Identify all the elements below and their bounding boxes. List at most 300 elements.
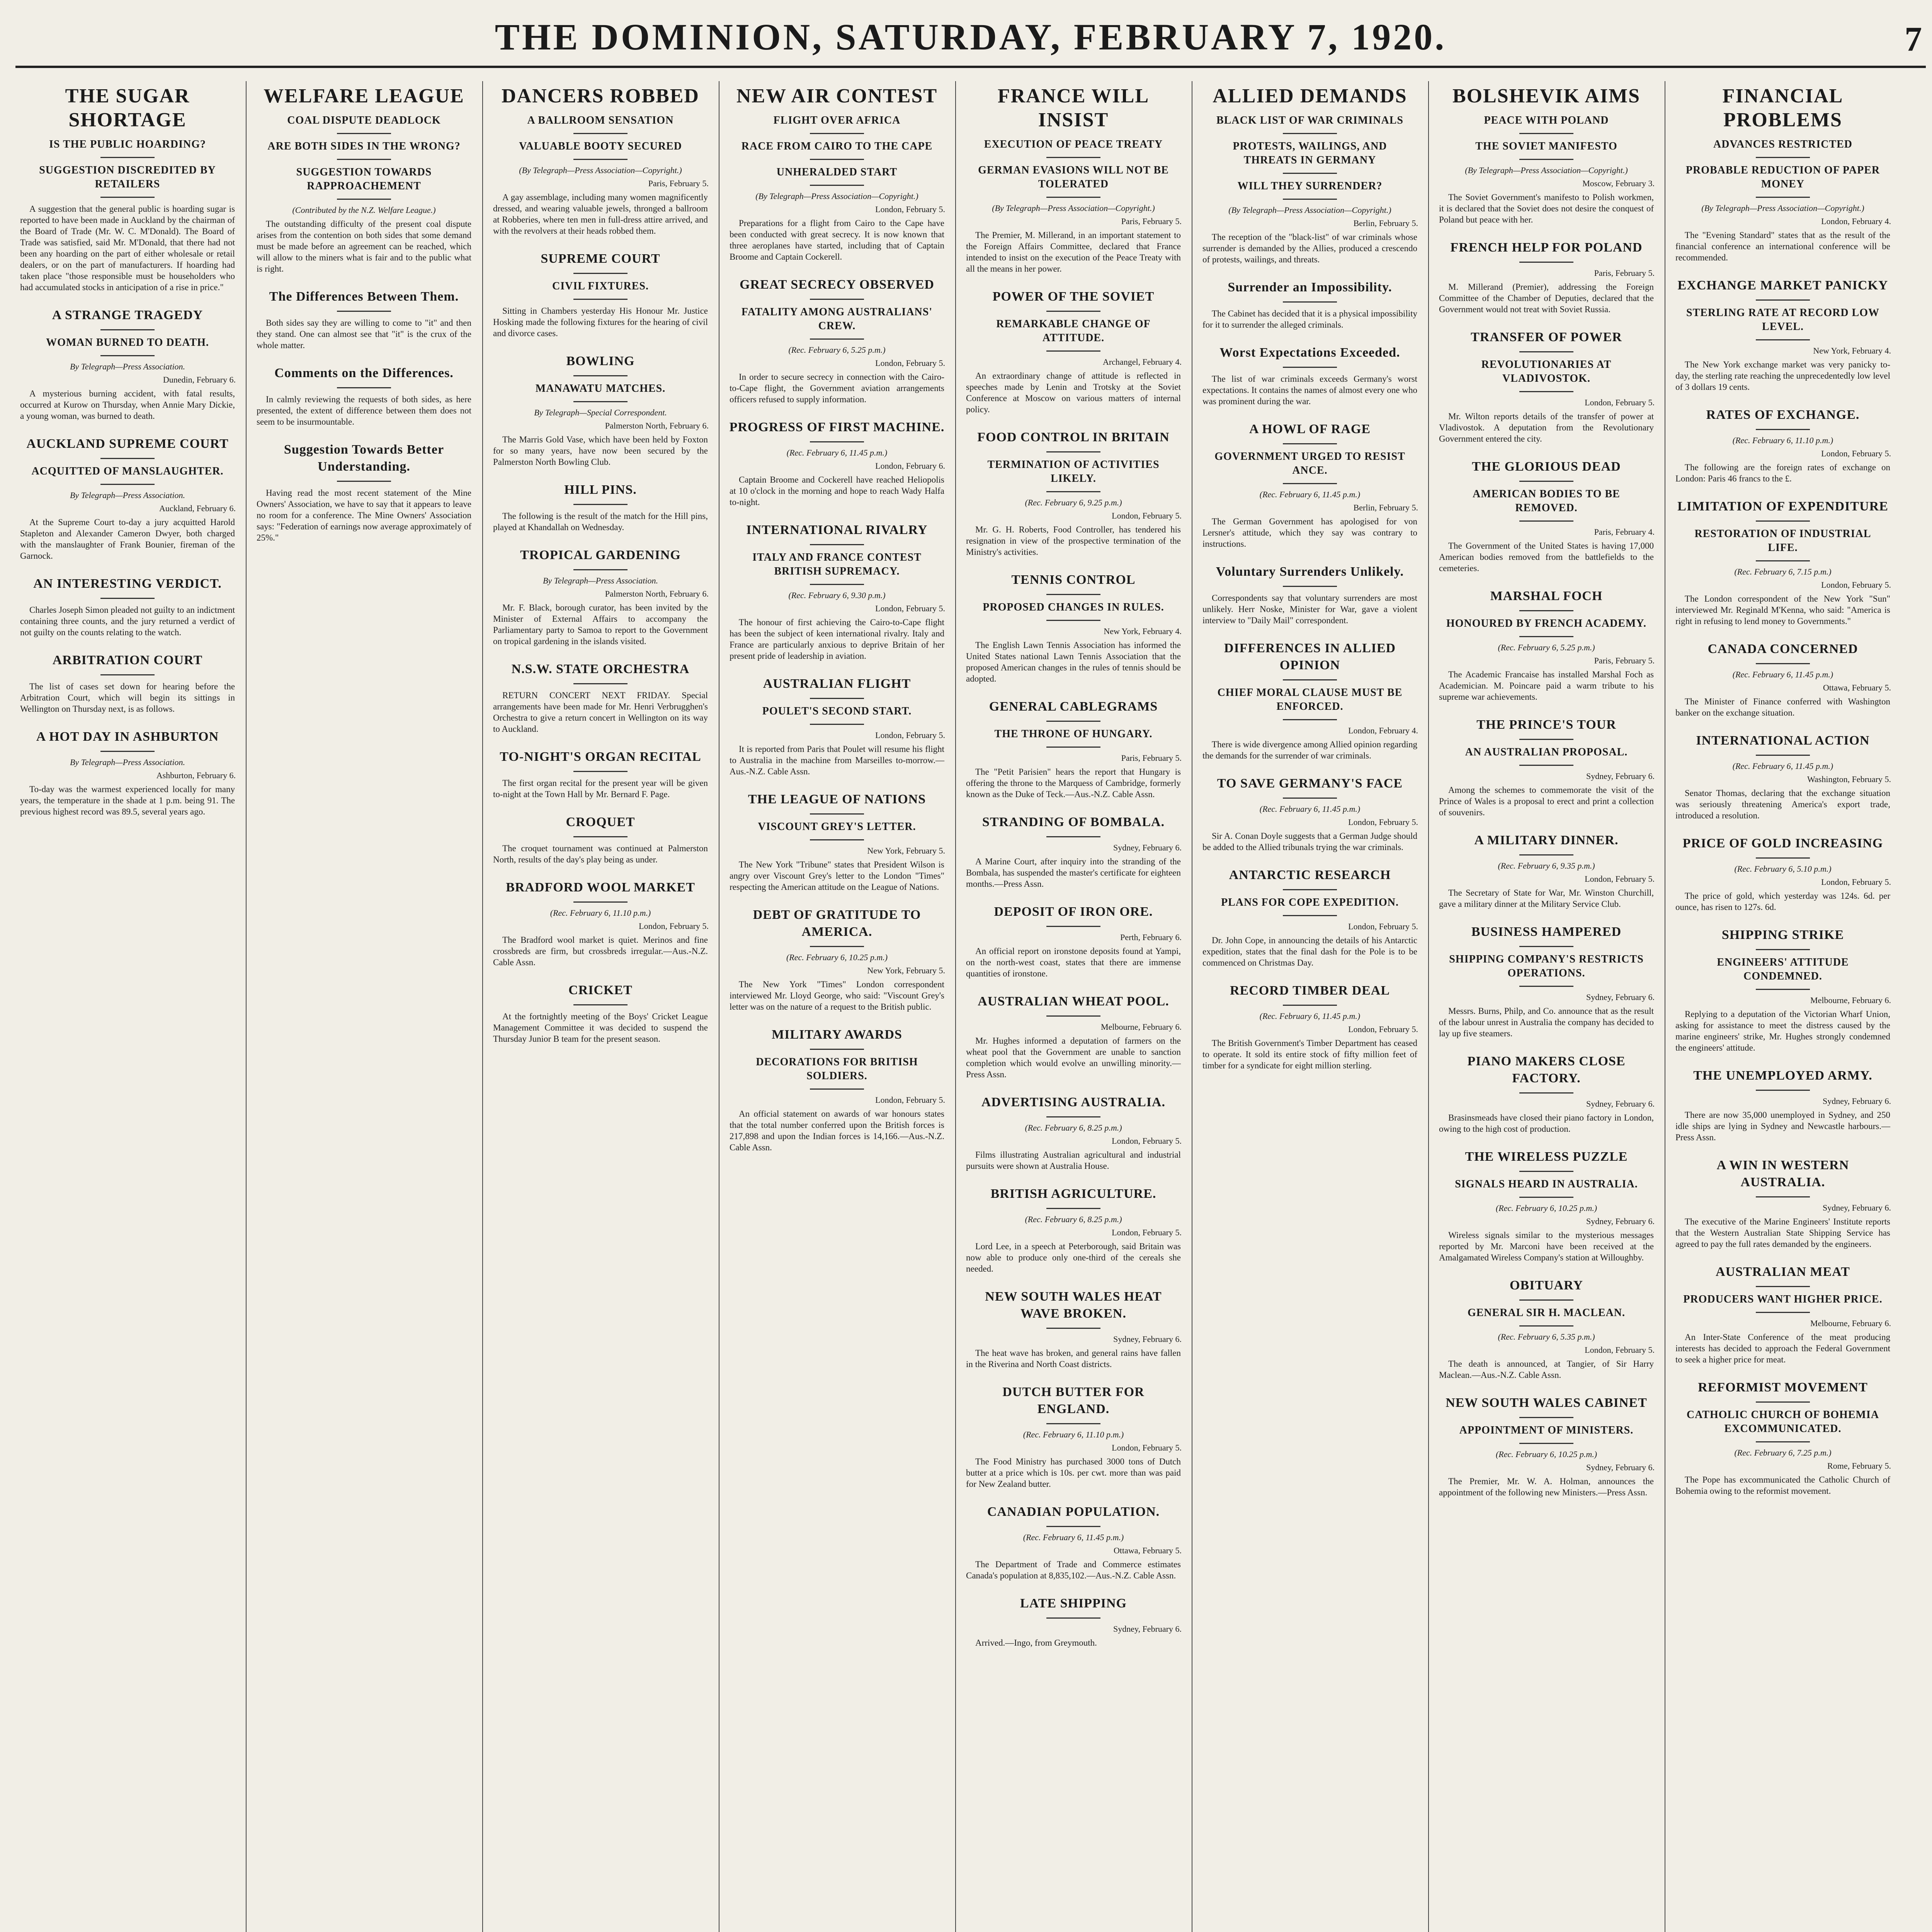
story-body: Films illustrating Australian agricultural and industrial pursuits were shown at Australia House. <box>966 1150 1181 1171</box>
divider <box>1756 1286 1810 1287</box>
story-subheading: PRICE OF GOLD INCREASING <box>1682 836 1883 850</box>
column-rule <box>482 81 483 1932</box>
story-subheading: WOMAN BURNED TO DEATH. <box>46 337 209 349</box>
divider <box>810 441 864 442</box>
story-subheading: NEW SOUTH WALES HEAT WAVE BROKEN. <box>985 1289 1162 1321</box>
story-byline: (Rec. February 6, 8.25 p.m.) <box>1025 1214 1122 1224</box>
story-subheading: BRADFORD WOOL MARKET <box>506 880 695 895</box>
divider <box>100 197 155 198</box>
divider <box>1519 1443 1573 1444</box>
divider <box>1046 1617 1100 1619</box>
story-dateline: London, February 5. <box>1112 1443 1182 1452</box>
divider <box>1519 520 1573 522</box>
story-body: An Inter-State Conference of the meat producing interests has decided to approach the Federal Government to seek a higher price for meat. <box>1675 1332 1890 1364</box>
story-body: At the fortnightly meeting of the Boys' Cricket League Management Committee it was decided to suspend the Thursday Junior B team for the present season. <box>493 1012 708 1044</box>
divider <box>810 584 864 585</box>
divider <box>573 1004 628 1005</box>
story-subheading: TENNIS CONTROL <box>1011 573 1136 587</box>
story-dateline: Sydney, February 6. <box>1823 1203 1891 1213</box>
news-story <box>488 661 713 742</box>
story-body: The Bradford wool market is quiet. Merinos and fine crossbreds are firm, but crossbreds irregular.—Aus.-N.Z. Cable Assn. <box>493 935 708 967</box>
divider <box>573 133 628 134</box>
news-story <box>15 307 240 429</box>
news-story <box>15 84 240 300</box>
divider <box>573 569 628 570</box>
story-subheading: SUGGESTION TOWARDS RAPPROACHEMENT <box>296 166 432 192</box>
story-dateline: Paris, February 5. <box>1594 656 1655 665</box>
divider <box>573 504 628 505</box>
story-subheading: PIANO MAKERS CLOSE FACTORY. <box>1467 1054 1626 1085</box>
story-dateline: Palmerston North, February 6. <box>605 589 709 599</box>
story-dateline: Melbourne, February 6. <box>1810 1318 1891 1328</box>
story-byline: (Rec. February 6, 7.25 p.m.) <box>1734 1448 1832 1458</box>
story-subheading: FRENCH HELP FOR POLAND <box>1450 240 1643 255</box>
column-rule <box>955 81 956 1932</box>
news-story <box>961 814 1185 896</box>
news-story <box>488 84 713 243</box>
story-body: The Pope has excommunicated the Catholic Church of Bohemia owing to the reformist movement. <box>1675 1475 1890 1496</box>
news-story <box>725 419 949 515</box>
story-subheading: AUSTRALIAN FLIGHT <box>763 677 911 691</box>
news-story <box>488 814 713 872</box>
divider <box>810 946 864 947</box>
story-subheading: A STRANGE TRAGEDY <box>52 308 203 322</box>
story-subheading: OBITUARY <box>1509 1278 1583 1293</box>
news-story <box>1434 458 1658 581</box>
divider <box>1283 1005 1337 1006</box>
story-dateline: London, February 5. <box>1821 449 1891 458</box>
divider <box>100 157 155 158</box>
story-dateline: Moscow, February 3. <box>1582 179 1655 188</box>
divider <box>337 199 391 200</box>
story-subheading: A HOT DAY IN ASHBURTON <box>36 730 219 744</box>
divider <box>810 698 864 699</box>
story-byline: (Rec. February 6, 10.25 p.m.) <box>1495 1203 1597 1213</box>
divider <box>1519 946 1573 947</box>
story-subheading: FLIGHT OVER AFRICA <box>773 114 901 126</box>
story-subheading: DUTCH BUTTER FOR ENGLAND. <box>1002 1385 1145 1416</box>
news-story <box>961 1288 1185 1377</box>
divider <box>1046 594 1100 595</box>
story-subheading: RESTORATION OF INDUSTRIAL LIFE. <box>1694 528 1871 554</box>
story-subheading: SIGNALS HEARD IN AUSTRALIA. <box>1455 1178 1638 1190</box>
story-byline: (By Telegraph—Press Association—Copyright.) <box>755 191 918 201</box>
divider <box>1283 586 1337 587</box>
story-subheading: ACQUITTED OF MANSLAUGHTER. <box>31 465 224 477</box>
story-body: A gay assemblage, including many women magnificently dressed, and wearing valuable jewels, thronged a ballroom at Robberies, where ten men in full-dress attire arrived, and with the revolvers at their heads robbed them. <box>493 192 708 236</box>
story-dateline: Ottawa, February 5. <box>1823 683 1891 692</box>
story-dateline: Archangel, February 4. <box>1102 357 1182 367</box>
news-story <box>725 906 949 1019</box>
divider <box>810 1049 864 1050</box>
divider <box>1756 1401 1810 1403</box>
story-body: The following is the result of the match for the Hill pins, played at Khandallah on Wednesday. <box>493 511 708 532</box>
story-body: The price of gold, which yesterday was 124s. 6d. per ounce, has risen to 127s. 6d. <box>1675 891 1890 912</box>
news-column <box>725 81 949 1932</box>
story-body: The New York "Tribune" states that President Wilson is angry over Viscount Grey's letter to the London "Times" respecting the American attitude on the League of Nations. <box>730 860 944 892</box>
story-byline: (Rec. February 6, 5.25 p.m.) <box>1498 643 1595 652</box>
news-story <box>15 652 240 721</box>
story-body: In order to secure secrecy in connection with the Cairo-to-Cape flight, the Government aviation arrangements officers refused to supply information. <box>730 372 944 404</box>
story-body: The New York exchange market was very panicky to-day, the sterling rate reaching the unprecedentedly low level of 3 dollars 19 cents. <box>1675 360 1890 392</box>
story-byline: (Rec. February 6, 9.35 p.m.) <box>1498 861 1595 871</box>
story-dateline: London, February 5. <box>1112 1136 1182 1146</box>
story-subheading: GREAT SECRECY OBSERVED <box>740 277 934 292</box>
story-subheading: REVOLUTIONARIES AT VLADIVOSTOK. <box>1481 359 1612 384</box>
divider <box>1046 1423 1100 1424</box>
divider <box>1756 429 1810 430</box>
story-dateline: London, February 5. <box>875 358 945 368</box>
divider <box>1283 483 1337 484</box>
divider <box>1046 1015 1100 1017</box>
story-body: The British Government's Timber Department has ceased to operate. It sold its entire stock of fifty million feet of timber for a syndicate for eight million sterling. <box>1202 1038 1417 1070</box>
story-dateline: London, February 5. <box>1585 874 1655 884</box>
story-subheading: CIVIL FIXTURES. <box>552 280 649 292</box>
story-byline: (Rec. February 6, 10.25 p.m.) <box>786 952 888 962</box>
divider <box>1519 765 1573 766</box>
story-body: The Premier, Mr. W. A. Holman, announces the appointment of the following new Ministers.—Press Assn. <box>1439 1476 1654 1497</box>
story-body: The London correspondent of the New York "Sun" interviewed Mr. Reginald M'Kenna, who said: "America is right in refusing to lend money to Governments." <box>1675 594 1890 626</box>
news-story <box>1198 867 1422 975</box>
story-subheading: AUSTRALIAN WHEAT POOL. <box>978 994 1169 1009</box>
news-story <box>488 353 713 474</box>
divider <box>100 751 155 752</box>
story-subheading: Worst Expectations Exceeded. <box>1219 345 1400 360</box>
story-byline: (Rec. February 6, 11.10 p.m.) <box>1023 1430 1124 1439</box>
story-body: Lord Lee, in a speech at Peterborough, said Britain was now able to produce only one-third of the cereals she needed. <box>966 1242 1181 1274</box>
story-byline: (By Telegraph—Press Association—Copyright.) <box>1465 165 1628 175</box>
story-dateline: London, February 5. <box>1112 511 1182 520</box>
story-dateline: Berlin, February 5. <box>1353 503 1418 512</box>
story-body: The following are the foreign rates of exchange on London: Paris 46 francs to the £. <box>1675 463 1890 483</box>
news-story <box>488 748 713 807</box>
story-body: The heat wave has broken, and general rains have fallen in the Riverina and North Coast districts. <box>966 1348 1181 1369</box>
story-byline: (Rec. February 6, 11.45 p.m.) <box>1259 804 1361 814</box>
story-dateline: London, February 5. <box>1821 580 1891 590</box>
story-subheading: REFORMIST MOVEMENT <box>1698 1380 1868 1395</box>
story-body: Replying to a deputation of the Victorian Wharf Union, asking for assistance to meet the distress caused by the marine engineers' strike, Mr. Hughes strongly condemned the engineers' attitude. <box>1675 1009 1890 1053</box>
news-story <box>252 441 476 550</box>
news-story <box>1434 588 1658 709</box>
divider <box>573 901 628 903</box>
news-story <box>1198 279 1422 337</box>
newspaper-title: THE DOMINION, SATURDAY, FEBRUARY 7, 1920. <box>495 16 1447 58</box>
story-dateline: Sydney, February 6. <box>1823 1096 1891 1106</box>
news-story <box>725 276 949 412</box>
story-headline: THE SUGAR SHORTAGE <box>65 85 190 131</box>
news-story <box>961 993 1185 1087</box>
divider <box>1756 663 1810 664</box>
divider <box>810 544 864 545</box>
story-body: Sitting in Chambers yesterday His Honour Mr. Justice Hosking made the following fixtures for the hearing of civil and divorce cases. <box>493 306 708 338</box>
story-body: There are now 35,000 unemployed in Sydney, and 250 idle ships are lying in Sydney and Newcastle harbours.—Press Assn. <box>1675 1110 1890 1142</box>
story-headline: DANCERS ROBBED <box>502 85 699 107</box>
story-byline: (By Telegraph—Press Association—Copyright.) <box>1228 205 1391 215</box>
story-subheading: TRANSFER OF POWER <box>1471 330 1622 344</box>
story-dateline: Palmerston North, February 6. <box>605 421 709 430</box>
story-subheading: BRITISH AGRICULTURE. <box>990 1187 1156 1201</box>
story-dateline: Sydney, February 6. <box>1586 1216 1655 1226</box>
story-byline: (Rec. February 6, 11.45 p.m.) <box>1732 670 1833 679</box>
story-byline: (Rec. February 6, 9.25 p.m.) <box>1025 498 1122 507</box>
divider <box>1046 926 1100 927</box>
divider <box>1756 157 1810 158</box>
divider <box>1046 836 1100 837</box>
news-story <box>725 675 949 784</box>
divider <box>1046 620 1100 621</box>
story-dateline: Sydney, February 6. <box>1586 771 1655 781</box>
story-subheading: IS THE PUBLIC HOARDING? <box>49 138 206 150</box>
story-subheading: PRODUCERS WANT HIGHER PRICE. <box>1683 1293 1883 1305</box>
story-subheading: FATALITY AMONG AUSTRALIANS' CREW. <box>741 306 933 332</box>
divider <box>1519 481 1573 482</box>
divider <box>1046 747 1100 748</box>
story-body: Mr. Hughes informed a deputation of farmers on the wheat pool that the Government are unable to sanction completion which would evolve an unwilling minority.—Press Assn. <box>966 1036 1181 1079</box>
story-headline: NEW AIR CONTEST <box>736 85 938 107</box>
divider <box>1046 1208 1100 1209</box>
divider <box>1519 159 1573 160</box>
divider <box>1756 857 1810 859</box>
story-subheading: A WIN IN WESTERN AUSTRALIA. <box>1716 1158 1849 1189</box>
story-subheading: PROTESTS, WAILINGS, AND THREATS IN GERMANY <box>1233 140 1387 166</box>
story-body: Sir A. Conan Doyle suggests that a German Judge should be added to the Allied tribunals trying the war criminals. <box>1202 831 1417 852</box>
story-dateline: Paris, February 5. <box>648 179 709 188</box>
news-column <box>488 81 713 1932</box>
story-subheading: REMARKABLE CHANGE OF ATTITUDE. <box>996 318 1151 344</box>
story-body: The reception of the "black-list" of war criminals whose surrender is demanded by the Allies, produced a crescendo of protests, wailings, and threats. <box>1202 232 1417 264</box>
story-body: The Cabinet has decided that it is a physical impossibility for it to surrender the alleged criminals. <box>1202 309 1417 330</box>
story-subheading: Comments on the Differences. <box>274 366 454 380</box>
story-body: Mr. F. Black, borough curator, has been invited by the Minister of External Affairs to accompany the Parliamentary party to Samoa to report to the Government on tropical gardening in the islands visited. <box>493 603 708 646</box>
story-subheading: THE GLORIOUS DEAD <box>1472 459 1621 474</box>
divider <box>1519 1417 1573 1418</box>
news-story <box>1434 1053 1658 1141</box>
story-body: The outstanding difficulty of the present coal dispute arises from the contention on both sides that some demand must be made before an agreement can be reached, which will allow to the miners what is fair and to the public what is right. <box>257 219 471 274</box>
story-subheading: PROBABLE REDUCTION OF PAPER MONEY <box>1685 164 1880 190</box>
story-subheading: BLACK LIST OF WAR CRIMINALS <box>1216 114 1403 126</box>
news-story <box>1198 344 1422 414</box>
story-dateline: London, February 4. <box>1821 216 1891 226</box>
story-subheading: PEACE WITH POLAND <box>1484 114 1609 126</box>
story-subheading: ITALY AND FRANCE CONTEST BRITISH SUPREMACY. <box>752 551 922 577</box>
story-headline: WELFARE LEAGUE <box>264 85 464 107</box>
divider <box>1756 560 1810 561</box>
story-subheading: PROGRESS OF FIRST MACHINE. <box>729 420 945 434</box>
story-body: The Secretary of State for War, Mr. Winston Churchill, gave a military dinner at the Military Service Club. <box>1439 888 1654 909</box>
news-story <box>1434 1395 1658 1505</box>
divider <box>810 133 864 134</box>
divider <box>1283 443 1337 444</box>
story-subheading: EXECUTION OF PEACE TREATY <box>984 138 1163 150</box>
story-subheading: CANADA CONCERNED <box>1708 642 1858 656</box>
story-subheading: ANTARCTIC RESEARCH <box>1229 868 1391 882</box>
story-dateline: Paris, February 5. <box>1121 216 1182 226</box>
news-story <box>1671 406 1895 491</box>
news-story <box>725 1026 949 1160</box>
divider <box>573 683 628 684</box>
story-dateline: Dunedin, February 6. <box>163 375 236 384</box>
story-byline: (Rec. February 6, 7.15 p.m.) <box>1734 567 1832 577</box>
news-column <box>1434 81 1658 1932</box>
story-subheading: CANADIAN POPULATION. <box>987 1505 1160 1519</box>
story-subheading: HONOURED BY FRENCH ACADEMY. <box>1446 617 1647 629</box>
story-body: There is wide divergence among Allied opinion regarding the demands for the surrender of war criminals. <box>1202 740 1417 760</box>
divider <box>1519 1092 1573 1094</box>
story-dateline: New York, February 5. <box>867 966 945 975</box>
story-subheading: BOWLING <box>566 354 635 368</box>
story-body: An official report on ironstone deposits found at Yampi, on the north-west coast, states that there are immense quantities of ironstone. <box>966 946 1181 978</box>
story-body: Both sides say they are willing to come to "it" and then they stand. One can almost see that "it" is the crux of the whole matter. <box>257 318 471 350</box>
story-body: A mysterious burning accident, with fatal results, occurred at Kurow on Thursday, when Annie Mary Dickie, a young woman, was burned to death. <box>20 389 235 421</box>
story-subheading: ADVANCES RESTRICTED <box>1713 138 1853 150</box>
story-subheading: Suggestion Towards Better Understanding. <box>284 442 444 474</box>
story-body: To-day was the warmest experienced locally for many years, the temperature in the shade at 1 p.m. being 91. The previous highest record was 89.5, several years ago. <box>20 784 235 816</box>
story-subheading: DEBT OF GRATITUDE TO AMERICA. <box>753 908 921 939</box>
story-subheading: STERLING RATE AT RECORD LOW LEVEL. <box>1686 307 1879 333</box>
story-subheading: GENERAL SIR H. MACLEAN. <box>1467 1307 1626 1319</box>
story-subheading: CHIEF MORAL CLAUSE MUST BE ENFORCED. <box>1217 687 1403 713</box>
story-body: Having read the most recent statement of the Mine Owners' Association, we have to say that it appears to leave no room for a conference. The Mine Owners' Association says: "Federation of earnings now average approximately of 25%." <box>257 488 471 543</box>
story-body: The first organ recital for the present year will be given to-night at the Town Hall by Mr. Bernard F. Page. <box>493 778 708 799</box>
story-byline: (Contributed by the N.Z. Welfare League.) <box>292 205 436 215</box>
divider <box>1283 679 1337 680</box>
news-story <box>961 1503 1185 1588</box>
story-body: The honour of first achieving the Cairo-to-Cape flight has been the subject of keen international rivalry. Italy and France are particularly anxious to deprive Britain of her present pride of leadership in aviation. <box>730 617 944 661</box>
story-subheading: THE UNEMPLOYED ARMY. <box>1693 1068 1872 1083</box>
story-subheading: RECORD TIMBER DEAL <box>1230 983 1390 998</box>
story-subheading: ADVERTISING AUSTRALIA. <box>981 1095 1166 1109</box>
divider <box>100 598 155 599</box>
news-story <box>1434 1277 1658 1388</box>
story-dateline: New York, February 4. <box>1104 626 1182 636</box>
news-column <box>15 81 240 1932</box>
news-story <box>1671 277 1895 400</box>
news-story <box>961 903 1185 986</box>
story-dateline: London, February 5. <box>1821 877 1891 887</box>
story-body: Mr. G. H. Roberts, Food Controller, has tendered his resignation in view of the prospective termination of the Ministry's activities. <box>966 525 1181 557</box>
news-story <box>961 571 1185 691</box>
news-story <box>1434 1148 1658 1270</box>
news-story <box>1671 732 1895 828</box>
story-body: Wireless signals similar to the mysterious messages reported by Mr. Marconi have been received at the Amalgamated Wireless Company's station at Willoughby. <box>1439 1230 1654 1262</box>
divider <box>1283 301 1337 303</box>
story-dateline: London, February 5. <box>1585 1345 1655 1355</box>
story-dateline: Perth, February 6. <box>1120 932 1182 942</box>
story-subheading: ARBITRATION COURT <box>52 653 203 667</box>
story-dateline: London, February 5. <box>875 730 945 740</box>
story-dateline: London, February 5. <box>639 921 709 931</box>
story-subheading: SUGGESTION DISCREDITED BY RETAILERS <box>39 164 216 190</box>
story-subheading: THE THRONE OF HUNGARY. <box>994 728 1153 740</box>
divider <box>1756 949 1810 950</box>
story-body: A suggestion that the general public is hoarding sugar is reported to have been made in Auckland by the chairman of the Board of Trade (Mr. W. C. M'Donald). The Board of Trade was satisfied, said Mr. M'Donald, that there had not been any hoarding on the part of either wholesale or retail dealers, or on the part of manufacturers. If hoarding had taken place "those responsible must be householders who had accumulated stocks in anticipation of a rise in price." <box>20 204 235 292</box>
divider <box>810 839 864 840</box>
news-story <box>488 250 713 346</box>
divider <box>573 375 628 376</box>
story-headline: FINANCIAL PROBLEMS <box>1722 85 1844 131</box>
story-body: Brasinsmeads have closed their piano factory in London, owing to the high cost of production. <box>1439 1113 1654 1134</box>
news-story <box>1198 421 1422 556</box>
news-column <box>252 81 476 1932</box>
news-story <box>1671 641 1895 725</box>
divider <box>1046 197 1100 198</box>
divider <box>337 133 391 134</box>
story-body: Dr. John Cope, in announcing the details of his Antarctic expedition, states that the final dash for the Pole is to be commenced on Christmas Day. <box>1202 935 1417 968</box>
news-story <box>725 791 949 900</box>
story-subheading: THE LEAGUE OF NATIONS <box>748 792 926 806</box>
divider <box>1046 451 1100 452</box>
story-body: The "Evening Standard" states that as the result of the financial conference an international conference will be recommended. <box>1675 230 1890 262</box>
story-body: The Minister of Finance conferred with Washington banker on the exchange situation. <box>1675 697 1890 718</box>
story-subheading: AN AUSTRALIAN PROPOSAL. <box>1465 746 1628 758</box>
divider <box>810 159 864 160</box>
story-dateline: Sydney, February 6. <box>1586 1463 1655 1472</box>
news-story <box>1434 329 1658 451</box>
divider <box>100 355 155 356</box>
story-body: Correspondents say that voluntary surrenders are most unlikely. Herr Noske, Minister for War, gave a violent interview to "Daily Mail" correspondent. <box>1202 593 1417 625</box>
story-dateline: Sydney, February 6. <box>1113 1334 1182 1344</box>
divider <box>337 387 391 388</box>
story-dateline: London, February 5. <box>1585 398 1655 407</box>
story-byline: (Rec. February 6, 10.25 p.m.) <box>1495 1449 1597 1459</box>
divider <box>1046 721 1100 722</box>
story-subheading: AN INTERESTING VERDICT. <box>33 577 222 591</box>
divider <box>1756 989 1810 990</box>
story-body: The New York "Times" London correspondent interviewed Mr. Lloyd George, who said: "Viscount Grey's letter was on the nature of a request to the British public. <box>730 980 944 1012</box>
story-subheading: EXCHANGE MARKET PANICKY <box>1677 278 1888 293</box>
story-subheading: TO SAVE GERMANY'S FACE <box>1217 776 1403 791</box>
news-story <box>961 84 1185 281</box>
divider <box>573 771 628 772</box>
story-headline: FRANCE WILL INSIST <box>997 85 1150 131</box>
divider <box>1756 1441 1810 1442</box>
news-story <box>1198 84 1422 272</box>
story-subheading: ENGINEERS' ATTITUDE CONDEMNED. <box>1717 956 1849 982</box>
story-subheading: N.S.W. STATE ORCHESTRA <box>511 662 690 676</box>
divider <box>1519 739 1573 740</box>
story-subheading: A MILITARY DINNER. <box>1474 833 1619 847</box>
news-story <box>1434 84 1658 232</box>
story-subheading: CATHOLIC CHURCH OF BOHEMIA EXCOMMUNICATED. <box>1686 1409 1879 1435</box>
story-dateline: Berlin, February 5. <box>1353 218 1418 228</box>
news-story <box>1671 84 1895 270</box>
story-subheading: CROQUET <box>566 815 635 829</box>
story-dateline: Paris, February 5. <box>1121 753 1182 763</box>
story-dateline: Ottawa, February 5. <box>1114 1546 1182 1555</box>
story-subheading: THE PRINCE'S TOUR <box>1476 718 1616 732</box>
divider <box>1283 915 1337 916</box>
story-subheading: TO-NIGHT'S ORGAN RECITAL <box>500 750 701 764</box>
divider <box>337 481 391 482</box>
story-byline: By Telegraph—Press Association. <box>70 757 185 767</box>
story-body: Preparations for a flight from Cairo to the Cape have been conducted with great secrecy. It is now known that three aeroplanes have started, including that of Captain Broome and Captain Cockerell. <box>730 218 944 262</box>
story-dateline: London, February 5. <box>875 204 945 214</box>
news-story <box>1671 1157 1895 1257</box>
story-body: An official statement on awards of war honours states that the total number conferred upon the British forces is 217,898 and upon the Indian forces is 14,166.—Aus.-N.Z. Cable Assn. <box>730 1109 944 1152</box>
story-dateline: New York, February 5. <box>867 846 945 855</box>
news-story <box>1198 982 1422 1078</box>
story-byline: (Rec. February 6, 9.30 p.m.) <box>788 590 886 600</box>
news-story <box>488 547 713 654</box>
story-body: Arrived.—Ingo, from Greymouth. <box>975 1638 1097 1648</box>
divider <box>1046 311 1100 312</box>
divider <box>1046 1328 1100 1329</box>
story-subheading: SHIPPING COMPANY'S RESTRICTS OPERATIONS. <box>1449 953 1644 979</box>
news-story <box>15 575 240 645</box>
story-subheading: Surrender an Impossibility. <box>1228 280 1392 294</box>
story-byline: (Rec. February 6, 11.45 p.m.) <box>1732 761 1833 771</box>
divider <box>1519 636 1573 637</box>
